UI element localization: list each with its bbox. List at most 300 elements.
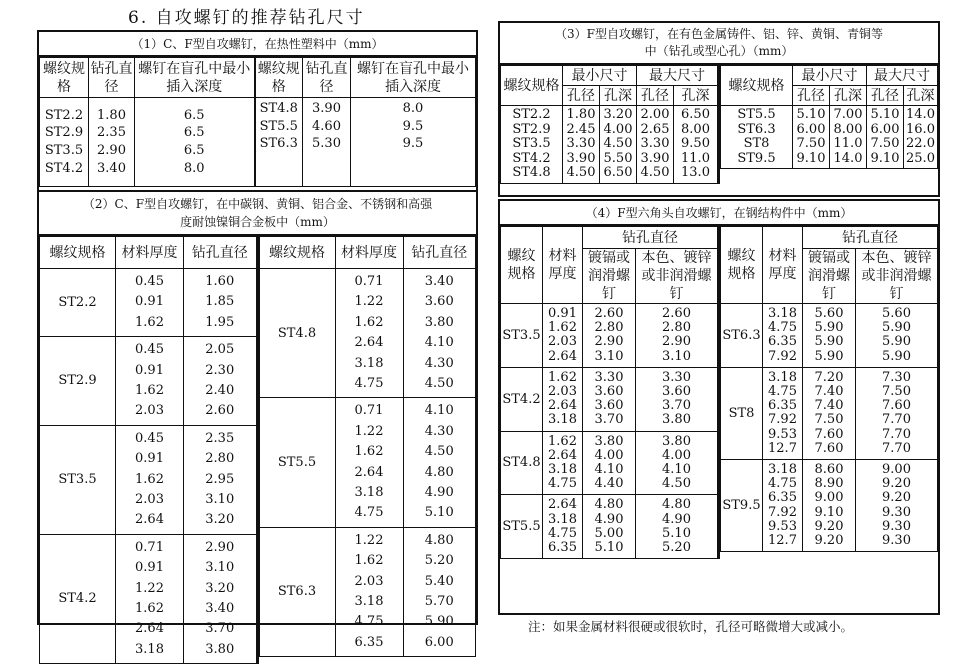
cell-value: 3.18 [768,305,797,321]
cell-value: 4.75 [548,476,577,492]
header-hole-dia: 孔径 [563,86,600,106]
cell-value: 4.10 [424,335,454,351]
cell-value: 1.62 [548,369,577,385]
cell-value: 7.60 [882,398,911,414]
spec-cell: ST4.8 [501,431,543,495]
cell-value: 4.75 [354,505,384,521]
cell-value: 3.18 [548,511,577,527]
value-list [763,463,802,548]
cell-value: 4.10 [424,403,454,419]
cell-value: 1.62 [135,471,164,487]
cell-value: 5.60 [814,305,844,321]
cell-value: 2.90 [662,334,691,350]
cell-value: 8.0 [402,101,424,116]
header-spec: 螺纹规格 [501,66,563,106]
cell-value: 2.03 [548,334,577,350]
cell-value: 3.18 [354,484,384,500]
cell-value: 2.35 [97,125,126,141]
cell-value: ST2.9 [512,121,551,137]
cell-value: 2.64 [548,398,577,414]
value-list [404,272,476,394]
header-spec: 螺纹规格 [255,58,303,98]
cell-value: 0.91 [135,451,164,467]
value-list [184,340,256,422]
cell-value: 9.53 [768,426,797,442]
header-drill: 钻孔直径 [403,237,476,269]
cell-value: 8.90 [814,476,844,492]
cell-value: 9.10 [814,504,844,520]
header-thickness: 材料厚度 [116,237,184,269]
spec-cell: ST2.2 [40,269,116,337]
cell-value: 3.40 [205,600,235,616]
cell-value: ST4.8 [259,101,298,116]
max-dia-list [637,108,673,181]
cell-value: 3.20 [205,512,235,528]
cell-value: 1.62 [135,382,164,398]
cell-value: 3.90 [640,150,670,166]
cell-value: 3.18 [548,461,577,477]
cell-value: 2.00 [640,107,670,122]
nonferrous-grid-left [500,65,718,184]
cell-value: 5.20 [662,539,691,555]
header-plated: 镀镉或润滑螺钉 [803,249,856,304]
cell-value: 7.92 [768,412,797,428]
value-list [583,307,635,364]
table-steel-structure [498,199,940,615]
spec-group-row [40,534,257,663]
cell-value: ST4.2 [44,160,84,176]
header-drill: 钻孔直径 [184,237,257,269]
cell-value: 2.64 [135,512,164,528]
spec-cell: ST4.2 [501,367,543,431]
cell-value: 2.80 [662,320,691,336]
cell-value: 11.0 [833,136,863,152]
header-hole-depth: 孔深 [674,86,718,106]
cell-value: 3.20 [603,107,633,122]
spec-group-row [501,495,718,559]
cell-value: 8.60 [814,461,844,477]
cell-value: 1.22 [354,423,384,439]
header-hole-dia: 孔径 [793,86,830,106]
cell-value: ST2.2 [512,107,551,122]
cell-value: 11.0 [681,150,710,166]
cell-value: 2.60 [662,305,691,321]
steel-structure-grid-left [500,226,718,559]
cell-value: 3.80 [594,433,624,449]
spec-cell: ST8 [721,367,763,459]
min-depth-list [830,108,866,166]
cell-value: 7.40 [814,383,844,399]
cell-value: 7.92 [768,504,797,520]
cell-value: 3.18 [768,461,797,477]
spec-cell: ST4.2 [40,534,116,663]
cell-value: 4.90 [594,511,624,527]
cell-value: 5.00 [594,525,624,541]
cell-value: 2.64 [135,621,164,637]
cell-value: 9.50 [681,136,710,152]
header-hole-depth: 孔深 [830,86,867,106]
value-list [636,371,717,428]
spec-group-row [40,337,257,426]
spec-cell: ST9.5 [721,459,763,551]
cell-value: 3.10 [205,491,235,507]
cell-value: 12.7 [768,440,797,456]
cell-value: 5.90 [424,614,454,630]
value-list [336,272,403,394]
cell-value: 2.45 [566,121,596,137]
cell-value: 9.5 [402,136,424,152]
cell-value: 9.30 [882,504,911,520]
value-list [583,371,635,428]
cell-value: 0.91 [135,294,164,310]
steel-sheet-grid-right [259,236,477,657]
cell-value: 4.75 [768,383,797,399]
cell-value: 0.45 [135,430,164,446]
cell-value: 0.91 [135,560,164,576]
cell-value: 4.80 [424,464,454,480]
cell-value: ST4.8 [512,165,551,181]
cell-value: 0.45 [135,273,164,289]
cell-value: 9.20 [814,532,844,548]
cell-value: 7.40 [814,398,844,414]
cell-value: 7.92 [768,348,797,364]
cell-value: 2.90 [594,334,624,350]
value-list [856,463,937,548]
cell-value: 4.50 [566,165,596,181]
footnote: 注：如果金属材料很硬或很软时，孔径可略微增大或减小。 [528,619,854,634]
cell-value: ST2.9 [44,125,84,141]
value-list [763,307,802,364]
cell-value: 4.50 [662,476,691,492]
cell-value: 6.35 [354,634,384,650]
cell-value: 3.10 [594,348,624,364]
spec-cell: ST6.3 [259,527,335,656]
cell-value: 7.70 [882,426,911,442]
cell-value: 7.30 [882,369,911,385]
spec-cell: ST5.5 [501,495,543,559]
value-list [763,371,802,456]
cell-value: 2.30 [205,362,235,378]
cell-value: 5.90 [882,334,911,350]
value-list [803,463,855,548]
header-thickness: 材料厚度 [763,227,803,304]
cell-value: 0.45 [135,342,164,358]
cell-value: 7.70 [882,440,911,456]
value-list [404,401,476,523]
cell-value: 2.90 [205,539,235,555]
cell-value: ST6.3 [259,136,298,152]
cell-value: 5.40 [424,573,454,589]
cell-value: 4.50 [603,136,633,152]
cell-value: 6.50 [603,165,633,181]
cell-value: 4.30 [424,355,454,371]
cell-value: 4.80 [424,532,454,548]
header-max: 最大尺寸 [637,66,718,86]
spec-list [501,108,562,181]
steel-sheet-grid-left [39,236,257,664]
spec-group-row [501,431,718,495]
value-list [184,272,256,333]
cell-value: 5.10 [594,539,624,555]
cell-value: 9.20 [814,518,844,534]
spec-list [256,100,303,153]
cell-value: 4.10 [662,461,691,477]
header-spec: 螺纹规格 [721,227,763,304]
cell-value: 2.03 [135,491,164,507]
drill-list [89,107,134,177]
cell-value: 0.91 [548,305,577,321]
cell-value: 14.0 [833,150,863,166]
cell-value: 5.10 [424,505,454,521]
cell-value: 1.80 [566,107,596,122]
cell-value: 3.60 [662,383,691,399]
cell-value: ST8 [743,136,770,152]
cell-value: 4.80 [662,497,691,513]
spec-group-row [721,367,938,459]
cell-value: 3.60 [424,294,454,310]
drill-list [303,100,350,153]
cell-value: 5.10 [796,107,826,122]
cell-value: 13.0 [681,165,710,181]
cell-value: 7.60 [814,440,844,456]
cell-value: 5.70 [424,593,454,609]
cell-value: 2.80 [594,320,624,336]
header-depth: 螺钉在盲孔中最小插入深度 [135,58,255,98]
header-drill: 钻孔直径 [583,227,718,249]
cell-value: 8.00 [681,121,710,137]
cell-value: 1.62 [354,553,384,569]
value-list [116,538,183,660]
spec-group-row [259,269,476,398]
cell-value: 4.50 [424,444,454,460]
max-depth-list [904,108,937,166]
cell-value: 3.70 [205,621,235,637]
table-thermoplastic [37,30,478,192]
cell-value: 25.0 [906,150,935,166]
cell-value: 6.35 [768,490,797,506]
cell-value: 5.50 [603,150,633,166]
cell-value: 5.60 [882,305,911,321]
cell-value: 4.75 [548,525,577,541]
value-list [116,272,183,333]
cell-value: 4.00 [594,447,624,463]
cell-value: 2.65 [640,121,670,137]
cell-value: 2.80 [205,451,235,467]
value-list [636,435,717,492]
cell-value: 6.00 [796,121,826,137]
cell-value: 5.20 [424,553,454,569]
value-list [636,498,717,555]
cell-value: 2.64 [548,497,577,513]
spec-cell: ST4.8 [259,269,335,398]
cell-value: 4.75 [768,476,797,492]
cell-value: 16.0 [906,121,935,137]
cell-value: 1.80 [97,107,126,123]
cell-value: 4.30 [424,423,454,439]
cell-value: 3.18 [354,593,384,609]
value-list [116,429,183,531]
header-spec: 螺纹规格 [40,58,89,98]
cell-value: 3.60 [594,398,624,414]
table-caption: （2）C、F型自攻螺钉，在中碳钢、黄铜、铝合金、不锈钢和高强度耐蚀镍铜合金板中（mm） [39,192,476,236]
cell-value: 14.0 [906,107,935,122]
max-depth-list [674,108,717,181]
cell-value: 6.35 [768,334,797,350]
header-plated: 镀镉或润滑螺钉 [583,249,636,304]
value-list [543,498,582,555]
header-plain: 本色、镀锌或非润滑螺钉 [636,249,718,304]
cell-value: 1.95 [205,314,235,330]
value-list [856,371,937,456]
cell-value: ST6.3 [737,121,776,137]
spec-cell: ST3.5 [40,425,116,534]
cell-value: 7.50 [870,136,900,152]
cell-value: 3.18 [135,641,164,657]
header-spec: 螺纹规格 [259,237,335,269]
cell-value: 9.10 [796,150,826,166]
cell-value: 2.60 [594,305,624,321]
header-hole-depth: 孔深 [904,86,938,106]
cell-value: 7.60 [814,426,844,442]
value-list [803,307,855,364]
value-list [336,531,403,653]
cell-value: 1.85 [205,294,235,310]
cell-value: 4.75 [354,614,384,630]
value-list [583,435,635,492]
cell-value: 4.90 [424,484,454,500]
cell-value: 6.5 [183,107,205,123]
value-list [543,307,582,364]
header-min: 最小尺寸 [563,66,637,86]
thermoplastic-grid [39,57,476,187]
max-dia-list [867,108,903,166]
cell-value: 3.30 [640,136,670,152]
cell-value: 3.18 [354,355,384,371]
cell-value: 3.80 [662,412,691,428]
cell-value: 2.03 [135,403,164,419]
min-dia-list [793,108,829,166]
steel-structure-grid-right [720,226,938,552]
cell-value: 0.71 [354,403,384,419]
cell-value: 4.00 [662,447,691,463]
cell-value: 3.40 [424,273,454,289]
cell-value: 6.5 [183,143,205,158]
min-depth-list [600,108,636,181]
cell-value: 2.90 [97,143,126,158]
cell-value: 6.35 [768,398,797,414]
header-drill: 钻孔直径 [89,58,135,98]
header-hole-depth: 孔深 [600,86,637,106]
cell-value: 3.70 [662,398,691,414]
spec-group-row [259,527,476,656]
cell-value: 7.50 [796,136,826,152]
header-drill: 钻孔直径 [303,58,351,98]
header-spec: 螺纹规格 [721,66,793,106]
cell-value: 2.64 [354,335,384,351]
cell-value: 4.50 [424,376,454,391]
cell-value: ST9.5 [737,150,776,166]
cell-value: 7.50 [882,383,911,399]
value-list [856,307,937,364]
spec-group-row [721,459,938,551]
cell-value: 9.5 [402,118,424,134]
cell-value: 7.20 [814,369,844,385]
spec-cell: ST3.5 [501,304,543,368]
cell-value: 6.35 [548,539,577,555]
cell-value: 5.90 [882,348,911,364]
cell-value: 9.53 [768,518,797,534]
value-list [184,538,256,660]
cell-value: ST3.5 [512,136,551,152]
cell-value: 5.90 [814,348,844,364]
cell-value: 12.7 [768,532,797,548]
cell-value: 1.62 [548,433,577,449]
cell-value: 2.35 [205,430,235,446]
cell-value: 3.80 [205,641,235,657]
cell-value: 4.50 [640,165,670,181]
cell-value: 6.00 [424,634,454,650]
cell-value: 7.70 [882,412,911,428]
value-list [583,498,635,555]
spec-group-row [501,304,718,368]
header-spec: 螺纹规格 [501,227,543,304]
cell-value: 9.00 [882,461,911,477]
cell-value: 4.60 [312,118,341,134]
cell-value: 3.20 [205,580,235,596]
cell-value: 2.05 [205,342,235,358]
header-plain: 本色、镀锌或非润滑螺钉 [856,249,938,304]
cell-value: 2.40 [205,382,235,398]
cell-value: 3.70 [594,412,624,428]
cell-value: 3.90 [312,101,341,116]
cell-value: 4.40 [594,476,624,492]
spec-list [721,108,792,166]
cell-value: 3.30 [594,369,624,385]
cell-value: 8.0 [183,160,205,176]
spec-group-row [40,269,257,337]
value-list [636,307,717,364]
cell-value: 3.10 [662,348,691,364]
cell-value: 3.18 [548,412,577,428]
cell-value: 2.60 [205,403,235,419]
cell-value: 1.22 [135,580,164,596]
header-drill: 钻孔直径 [803,227,938,249]
cell-value: 4.80 [594,497,624,513]
cell-value: 2.03 [548,383,577,399]
cell-value: 3.10 [205,560,235,576]
cell-value: 8.00 [833,121,863,137]
cell-value: 22.0 [906,136,935,152]
cell-value: 2.64 [354,464,384,480]
cell-value: 9.20 [882,476,911,492]
cell-value: 9.20 [882,490,911,506]
value-list [543,435,582,492]
spec-list [40,107,88,177]
spec-group-row [259,398,476,527]
cell-value: ST5.5 [737,107,776,122]
cell-value: 1.62 [548,320,577,336]
cell-value: 9.30 [882,518,911,534]
cell-value: 3.90 [566,150,596,166]
spec-group-row [40,425,257,534]
spec-cell: ST5.5 [259,398,335,527]
cell-value: 5.90 [814,320,844,336]
cell-value: 7.00 [833,107,863,122]
cell-value: 4.10 [594,461,624,477]
cell-value: 5.90 [882,320,911,336]
cell-value: 3.30 [662,369,691,385]
table-caption: （1）C、F型自攻螺钉，在热性塑料中（mm） [39,32,476,57]
